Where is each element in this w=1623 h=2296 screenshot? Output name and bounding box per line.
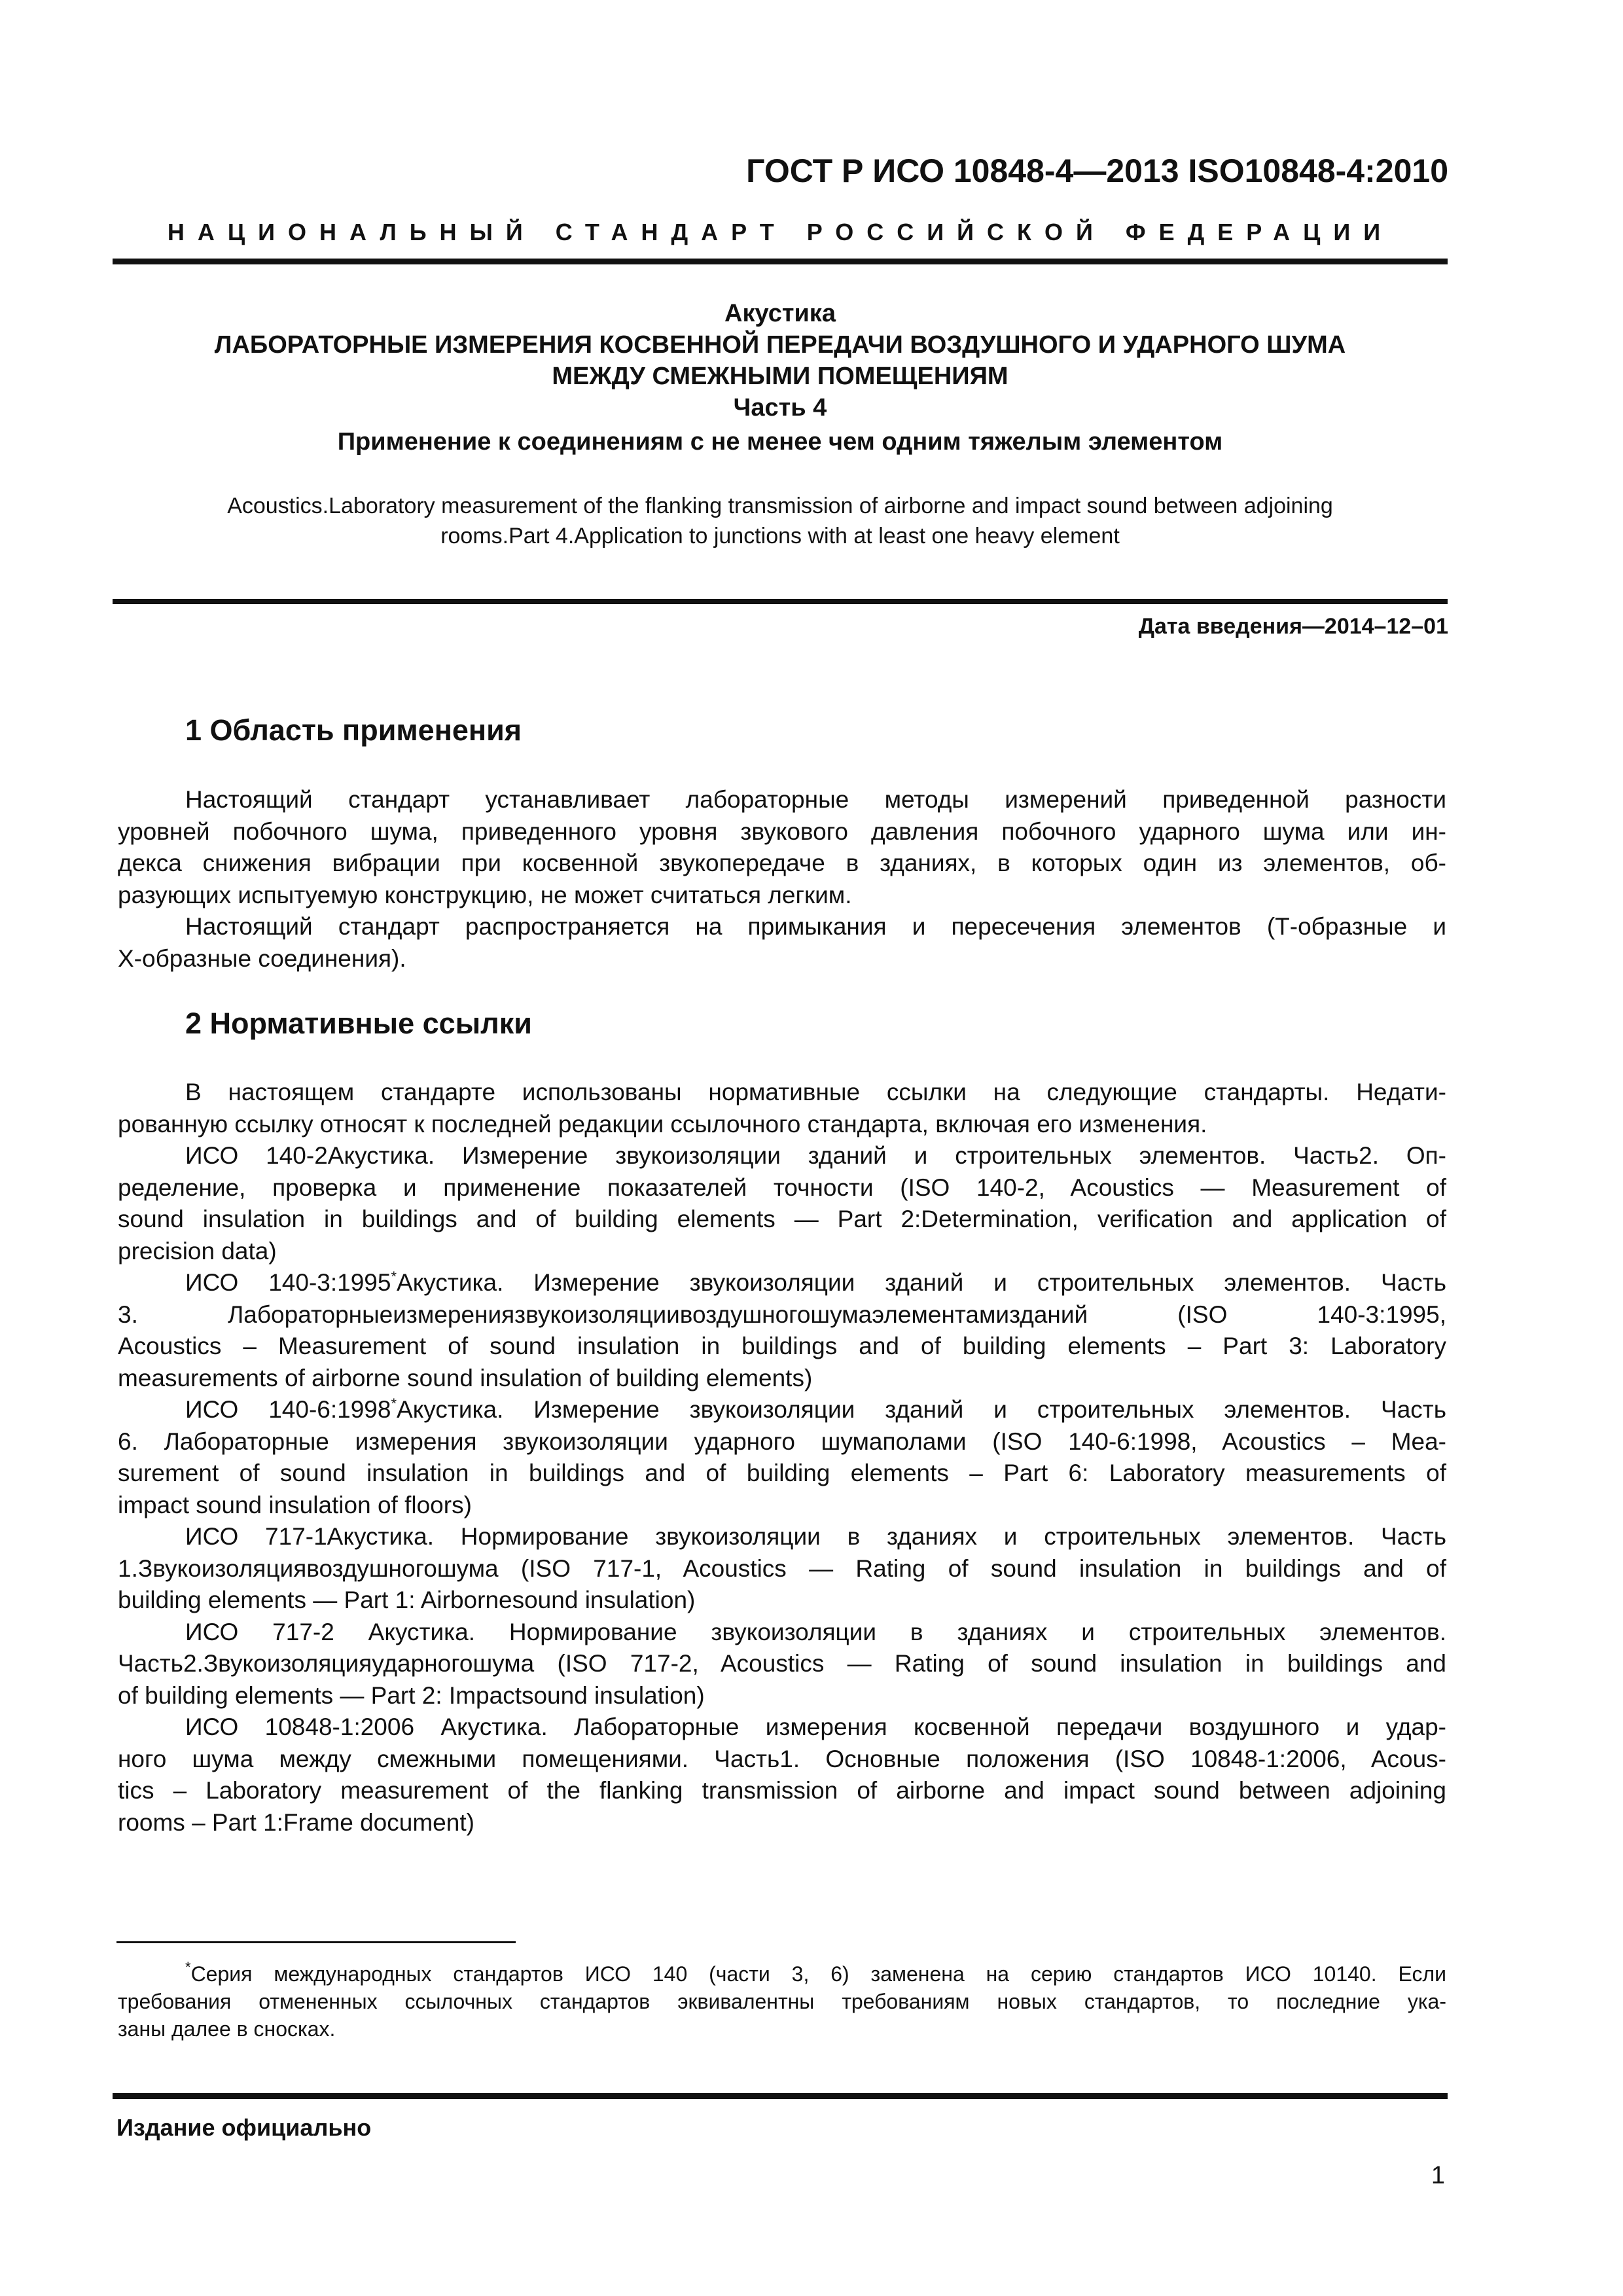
reference-text: Акустика. Измерение звукоизоляции зданий и строительных элементов. Часть <box>397 1269 1446 1296</box>
english-title <box>113 491 1448 551</box>
reference-line: ИСО 717-2 Акустика. Нормирование звукоизоляции в зданиях и строительных элементов. <box>185 1618 1446 1645</box>
footer-rule <box>113 2093 1448 2099</box>
reference-line: ИСО 717-1Акустика. Нормирование звукоизоляции в зданиях и строительных элементов. Часть <box>185 1523 1446 1550</box>
reference-line: Часть2.Звукоизоляцияударногошума (ISO 717-2, Acoustics — Rating of sound insulation in buildings and <box>118 1650 1446 1677</box>
paragraph-line: Х-образные соединения). <box>118 944 406 972</box>
reference-code: ИСО 140-3:1995 <box>185 1269 391 1296</box>
reference-line: of building elements — Part 2: Impactsound insulation) <box>118 1681 705 1709</box>
gost-code: ГОСТ Р ИСО 10848-4—2013 ISO10848-4:2010 <box>746 152 1448 189</box>
reference-line: measurements of airborne sound insulation of building elements) <box>118 1364 813 1391</box>
title-subtitle: Применение к соединениям с не менее чем одним тяжелым элементом <box>337 428 1223 456</box>
introduction-date: Дата введения—2014–12–01 <box>1138 614 1448 639</box>
reference-text: Акустика. Измерение звукоизоляции зданий и строительных элементов. Часть <box>397 1396 1446 1423</box>
footnote-mark: * <box>185 1959 191 1975</box>
reference-line: ИСО 10848-1:2006 Акустика. Лабораторные измерения косвенной передачи воздушного и удар- <box>185 1713 1446 1740</box>
footnote-text: Серия международных стандартов ИСО 140 (части 3, 6) заменена на серию стандартов ИСО 10140. Если <box>190 1962 1446 1986</box>
page-number: 1 <box>1431 2162 1445 2189</box>
footnote-mark: * <box>391 1268 397 1285</box>
english-title-line-1: Acoustics.Laboratory measurement of the flanking transmission of airborne and impact sound between adjoining <box>227 493 1333 518</box>
national-standard-banner: НАЦИОНАЛЬНЫЙ СТАНДАРТ РОССИЙСКОЙ ФЕДЕРАЦИИ <box>167 219 1394 245</box>
section-1-body <box>118 784 1446 975</box>
paragraph-line: Настоящий стандарт устанавливает лабораторные методы измерений приведенной разности <box>185 786 1446 813</box>
reference-code: ИСО 140-6:1998 <box>185 1396 391 1423</box>
title-main-line-2: МЕЖДУ СМЕЖНЫМИ ПОМЕЩЕНИЯМ <box>552 363 1008 390</box>
english-title-line-2: rooms.Part 4.Application to junctions with at least one heavy element <box>440 524 1120 548</box>
footnote-separator <box>116 1941 516 1943</box>
title-rule <box>113 599 1448 604</box>
header-rule <box>113 259 1448 264</box>
reference-line: ного шума между смежными помещениями. Часть1. Основные положения (ISO 10848-1:2006, Acous- <box>118 1745 1446 1772</box>
reference-line <box>118 1267 1446 1299</box>
footnote-mark: * <box>391 1395 397 1412</box>
reference-line: building elements — Part 1: Airbornesound insulation) <box>118 1587 696 1613</box>
paragraph-line: Настоящий стандарт распространяется на примыкания и пересечения элементов (Т-образные и <box>185 913 1446 940</box>
edition-label: Издание официально <box>116 2114 372 2141</box>
reference-line: rooms – Part 1:Frame document) <box>118 1808 474 1836</box>
reference-line: impact sound insulation of floors) <box>118 1491 472 1518</box>
reference-line: ИСО 140-2Акустика. Измерение звукоизоляции зданий и строительных элементов. Часть2. Оп- <box>185 1142 1446 1169</box>
section-1-heading: 1 Область применения <box>185 713 522 747</box>
reference-line: Acoustics – Measurement of sound insulation in buildings and of building elements – Part 3: Laboratory <box>118 1333 1446 1359</box>
title-topic: Акустика <box>724 300 836 327</box>
reference-line <box>118 1394 1446 1426</box>
reference-line: surement of sound insulation in buildings and of building elements – Part 6: Laboratory measurements of <box>118 1460 1446 1486</box>
reference-line: 6. Лабораторные измерения звукоизоляции ударного шумаполами (ISO 140-6:1998, Acoustics – Mea- <box>118 1427 1446 1455</box>
paragraph-line: разующих испытуемую конструкцию, не может считаться легким. <box>118 881 852 908</box>
footnote-line: требования отмененных ссылочных стандартов эквивалентны требованиям новых стандартов, то последние ука- <box>118 1990 1446 2013</box>
footnote <box>118 1960 1446 2043</box>
section-2-body <box>118 1077 1446 1839</box>
footnote-line: заны далее в сносках. <box>118 2017 336 2041</box>
paragraph-line: декса снижения вибрации при косвенной звукопередаче в зданиях, в которых один из элементов, об- <box>118 850 1446 876</box>
section-2-heading: 2 Нормативные ссылки <box>185 1007 532 1040</box>
paragraph-line: уровней побочного шума, приведенного уровня звукового давления побочного ударного шума или ин- <box>118 817 1446 845</box>
footnote-line <box>118 1960 1446 1988</box>
title-part: Часть 4 <box>733 394 827 422</box>
reference-line: 3. Лабораторныеизмерениязвукоизоляциивоздушногошумаэлементамизданий (ISO 140-3:1995, <box>118 1300 1446 1328</box>
title-block <box>113 298 1448 457</box>
reference-line: precision data) <box>118 1237 277 1265</box>
title-main-line-1: ЛАБОРАТОРНЫЕ ИЗМЕРЕНИЯ КОСВЕННОЙ ПЕРЕДАЧИ ВОЗДУШНОГО И УДАРНОГО ШУМА <box>214 331 1346 359</box>
reference-line: 1.Звукоизоляциявоздушногошума (ISO 717-1, Acoustics — Rating of sound insulation in buildings and of <box>118 1554 1446 1582</box>
reference-line: sound insulation in buildings and of building elements — Part 2:Determination, verification and application of <box>118 1206 1446 1232</box>
reference-line: tics – Laboratory measurement of the flanking transmission of airborne and impact sound between adjoining <box>118 1777 1446 1804</box>
paragraph-line: рованную ссылку относят к последней редакции ссылочного стандарта, включая его изменения. <box>118 1110 1207 1138</box>
reference-line: ределение, проверка и применение показателей точности (ISO 140-2, Acoustics — Measurement of <box>118 1174 1446 1201</box>
paragraph-line: В настоящем стандарте использованы нормативные ссылки на следующие стандарты. Недати- <box>185 1079 1446 1105</box>
